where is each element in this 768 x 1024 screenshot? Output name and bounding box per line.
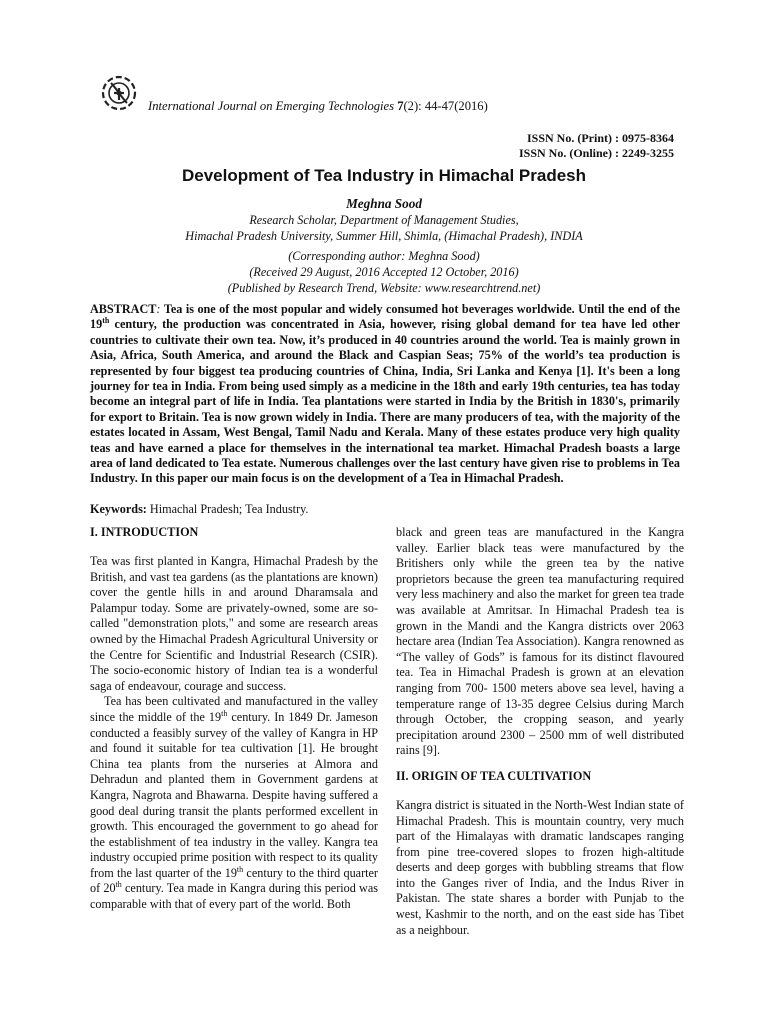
intro-paragraph-3: black and green teas are manufactured in the Kangra valley. Earlier black teas were manufactured by the Britishers only while the green tea by the native proprietors because the green tea manufacturing required very less machinery and also the market for green tea trade was available at Amritsar. In Himachal Pradesh tea is grown in the Mandi and the Kangra districts over 2063 hectare area (Indian Tea Association). Kangra renowned as “The valley of Gods” is famous for its distinct flavoured tea. Tea in Himachal Pradesh is grown at an elevation ranging from 700- 1500 meters above sea level, having a temperature range of 13-35 degree Celsius during March through October, the cropping season, and yearly precipitation around 2300 – 2500 mm of well distributed rains [9]. (396, 525, 684, 758)
published-by: (Published by Research Trend, Website: www.researchtrend.net) (227, 281, 541, 295)
keywords-label: Keywords: (90, 502, 147, 516)
left-column (90, 524, 378, 913)
journal-citation: International Journal on Emerging Technologies 7(2): 44-47(2016) (148, 99, 488, 113)
section-heading-introduction: I. INTRODUCTION (90, 525, 199, 539)
author-name: Meghna Sood (346, 196, 422, 211)
journal-logo-icon (96, 70, 142, 116)
affiliation-line-1: Research Scholar, Department of Management Studies, (249, 213, 519, 227)
corresponding-author: (Corresponding author: Meghna Sood) (288, 249, 480, 263)
affiliation-line-2: Himachal Pradesh University, Summer Hill, Shimla, (Himachal Pradesh), INDIA (185, 229, 583, 243)
issn-online: ISSN No. (Online) : 2249-3255 (518, 146, 674, 160)
paper-title: Development of Tea Industry in Himachal Pradesh (181, 166, 586, 185)
intro-paragraph-1: Tea was first planted in Kangra, Himachal Pradesh by the British, and vast tea gardens (as the plantations are known) cover the gentle hills in and around Dharamsala and Palampur today. Some are privately-owned, some are so-called "demonstration plots," and some are research areas owned by the Himachal Pradesh Agricultural University or the Centre for Scientific and Industrial Research (CSIR). The socio-economic history of Indian tea is a wonderful saga of endeavour, courage and success. (90, 554, 378, 693)
issn-print: ISSN No. (Print) : 0975-8364 (527, 131, 674, 145)
abstract: ABSTRACT: Tea is one of the most popular and widely consumed hot beverages worldwide. Until the end of the 19th century, the production was concentrated in Asia, however, rising global demand for tea have led other countries to cultivate their own tea. Now, it’s produced in 40 countries around the world. Tea is mainly grown in Asia, Africa, South America, and around the Black and Caspian Seas; 75% of the world’s tea production is represented by four biggest tea producing countries of China, India, Sri Lanka and Kenya [1]. It's been a long journey for tea in India. From being used simply as a medicine in the 18th and early 19th centuries, tea has today become an integral part of life in India. Tea plantations were started in India by the British in 1830's, primarily for export to Britain. Tea is now grown widely in India. There are many producers of tea, with the majority of the estates located in Assam, West Bengal, Tamil Nadu and Kerala. Many of these estates produce very high quality teas and have earned a place for themselves in the international tea market. Himachal Pradesh boasts a large area of land dedicated to Tea estate. Numerous challenges over the last century have given rise to problems in Tea Industry. In this paper our main focus is on the development of a Tea in Himachal Pradesh. (90, 302, 680, 486)
author-affiliation (0, 212, 768, 244)
abstract-label: ABSTRACT (90, 302, 157, 316)
keywords: Keywords: Himachal Pradesh; Tea Industry. (90, 502, 309, 516)
right-column (396, 525, 684, 938)
issn-block (519, 131, 674, 161)
origin-paragraph-1: Kangra district is situated in the North-West Indian state of Himachal Pradesh. This is mountain country, very much part of the Himalayas with dramatic landscapes ranging from pine tree-covered slopes to frozen high-altitude deserts and deep gorges with bubbling streams that flow into the Ganges river of India, and the Indus River in Pakistan. The state shares a border with Punjab to the west, Kashmir to the north, and on the east side has Tibet as a neighbour. (396, 797, 684, 937)
received-dates: (Received 29 August, 2016 Accepted 12 October, 2016) (249, 265, 519, 279)
publication-info (0, 248, 768, 296)
intro-paragraph-2: Tea has been cultivated and manufactured in the valley since the middle of the 19th century. In 1849 Dr. Jameson conducted a feasibly survey of the valley of Kangra in HP and found it suitable for tea cultivation [1]. He brought China tea plants from the nurseries at Almora and Dehradun and planted them in Government gardens at Kangra, Nagrota and Bhawarna. Despite having suffered a good deal during transit the plants performed excellent in growth. This encouraged the government to go ahead for the establishment of tea industry in the valley. Kangra tea industry occupied prime position with respect to its quality from the last quarter of the 19th century to the third quarter of 20th century. Tea made in Kangra during this period was comparable with that of every part of the world. Both (90, 694, 378, 912)
section-heading-origin: II. ORIGIN OF TEA CULTIVATION (396, 768, 592, 783)
